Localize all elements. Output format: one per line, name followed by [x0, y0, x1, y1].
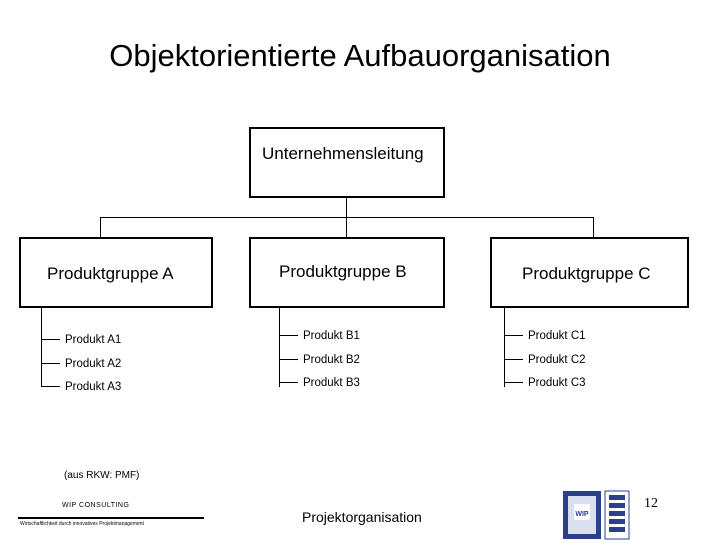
branch-drop-a	[100, 217, 101, 238]
product-c3: Produkt C3	[528, 377, 586, 389]
branch-drop-c	[593, 217, 594, 238]
footer-title: Projektorganisation	[302, 509, 422, 525]
company-name: WIP CONSULTING	[62, 502, 130, 509]
product-tick	[279, 359, 298, 360]
product-tick	[41, 363, 60, 364]
product-tick	[279, 382, 298, 383]
product-spine-b	[279, 308, 280, 387]
product-a3: Produkt A3	[65, 381, 122, 393]
product-c2: Produkt C2	[528, 354, 586, 366]
branch-drop-b	[346, 217, 347, 238]
group-label-a: Produktgruppe A	[47, 264, 174, 283]
company-slogan: Wirtschaftlichkeit durch innovatives Projektmanagement	[20, 521, 144, 527]
org-root-label: Unternehmensleitung	[262, 144, 424, 163]
product-a1: Produkt A1	[65, 334, 122, 346]
logo-text: WIP	[575, 511, 589, 518]
product-spine-c	[504, 308, 505, 387]
root-stem	[346, 198, 347, 218]
source-note: (aus RKW: PMF)	[64, 470, 140, 481]
product-tick	[504, 359, 523, 360]
group-label-c: Produktgruppe C	[522, 264, 651, 283]
group-box-a	[19, 237, 213, 308]
product-a2: Produkt A2	[65, 358, 122, 370]
product-b3: Produkt B3	[303, 377, 360, 389]
product-c1: Produkt C1	[528, 330, 586, 342]
product-b1: Produkt B1	[303, 330, 360, 342]
product-tick	[504, 335, 523, 336]
org-root-box	[249, 127, 445, 198]
product-tick	[41, 339, 60, 340]
page-number: 12	[644, 496, 658, 511]
branch-horizontal	[100, 217, 594, 218]
product-tick	[504, 382, 523, 383]
group-box-c	[490, 237, 689, 308]
product-spine-a	[41, 308, 42, 387]
product-tick	[279, 335, 298, 336]
group-box-b	[249, 237, 445, 308]
page-title: Objektorientierte Aufbauorganisation	[109, 38, 611, 73]
group-label-b: Produktgruppe B	[279, 262, 407, 281]
footer-rule	[18, 517, 204, 519]
wip-logo	[563, 490, 635, 540]
product-b2: Produkt B2	[303, 354, 360, 366]
product-tick	[41, 386, 60, 387]
